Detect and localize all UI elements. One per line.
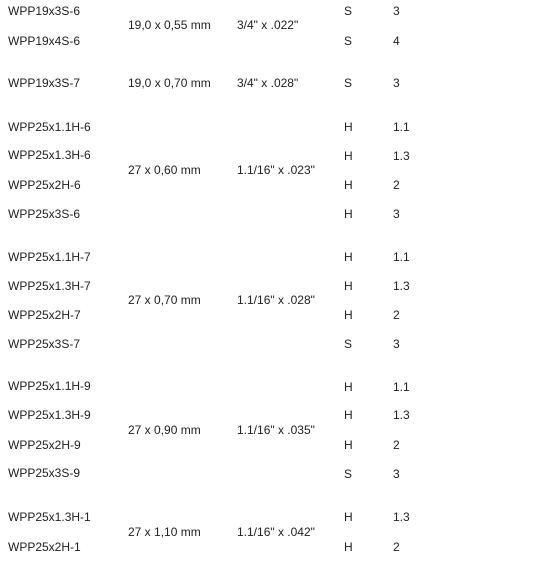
metric-size: 27 x 0,90 mm xyxy=(128,423,201,437)
product-code: WPP25x3S-6 xyxy=(8,207,81,221)
imperial-size: 1.1/16" x .042" xyxy=(237,525,315,539)
number-value: 4 xyxy=(393,34,400,48)
product-code: WPP19x3S-6 xyxy=(8,4,81,18)
imperial-size: 3/4" x .022" xyxy=(237,18,299,32)
type-code: S xyxy=(344,337,353,351)
product-code: WPP25x2H-6 xyxy=(8,178,81,192)
number-value: 1.1 xyxy=(393,120,410,134)
number-value: 3 xyxy=(393,207,400,221)
product-code: WPP25x1.1H-9 xyxy=(8,379,91,393)
type-code: H xyxy=(344,540,353,554)
product-code: WPP25x2H-1 xyxy=(8,540,81,554)
number-value: 1.3 xyxy=(393,149,410,163)
imperial-size: 1.1/16" x .023" xyxy=(237,163,315,177)
product-code: WPP25x1.1H-6 xyxy=(8,120,91,134)
type-code: H xyxy=(344,438,353,452)
metric-size: 19,0 x 0,70 mm xyxy=(128,76,211,90)
type-code: H xyxy=(344,149,353,163)
number-value: 1.1 xyxy=(393,380,410,394)
number-value: 1.3 xyxy=(393,510,410,524)
number-value: 3 xyxy=(393,4,400,18)
product-code: WPP25x2H-9 xyxy=(8,438,81,452)
metric-size: 19,0 x 0,55 mm xyxy=(128,18,211,32)
number-value: 1.1 xyxy=(393,250,410,264)
product-code: WPP25x3S-9 xyxy=(8,466,81,480)
metric-size: 27 x 1,10 mm xyxy=(128,525,201,539)
imperial-size: 1.1/16" x .028" xyxy=(237,293,315,307)
number-value: 1.3 xyxy=(393,279,410,293)
number-value: 1.3 xyxy=(393,408,410,422)
number-value: 3 xyxy=(393,467,400,481)
type-code: H xyxy=(344,250,353,264)
product-code: WPP19x3S-7 xyxy=(8,76,81,90)
product-code: WPP25x1.3H-1 xyxy=(8,510,91,524)
product-code: WPP25x1.3H-6 xyxy=(8,148,91,162)
type-code: S xyxy=(344,76,353,90)
type-code: H xyxy=(344,380,353,394)
product-code: WPP25x1.1H-7 xyxy=(8,250,91,264)
number-value: 2 xyxy=(393,308,400,322)
number-value: 3 xyxy=(393,76,400,90)
number-value: 2 xyxy=(393,438,400,452)
type-code: H xyxy=(344,120,353,134)
product-code: WPP25x2H-7 xyxy=(8,308,81,322)
number-value: 2 xyxy=(393,540,400,554)
type-code: H xyxy=(344,178,353,192)
product-code: WPP19x4S-6 xyxy=(8,34,81,48)
type-code: H xyxy=(344,279,353,293)
number-value: 3 xyxy=(393,337,400,351)
imperial-size: 3/4" x .028" xyxy=(237,76,299,90)
type-code: S xyxy=(344,467,353,481)
type-code: S xyxy=(344,34,353,48)
type-code: S xyxy=(344,4,353,18)
number-value: 2 xyxy=(393,178,400,192)
product-code: WPP25x1.3H-9 xyxy=(8,408,91,422)
imperial-size: 1.1/16" x .035" xyxy=(237,423,315,437)
product-code: WPP25x1.3H-7 xyxy=(8,279,91,293)
type-code: H xyxy=(344,408,353,422)
product-code: WPP25x3S-7 xyxy=(8,337,81,351)
metric-size: 27 x 0,70 mm xyxy=(128,293,201,307)
type-code: H xyxy=(344,510,353,524)
metric-size: 27 x 0,60 mm xyxy=(128,163,201,177)
type-code: H xyxy=(344,308,353,322)
type-code: H xyxy=(344,207,353,221)
